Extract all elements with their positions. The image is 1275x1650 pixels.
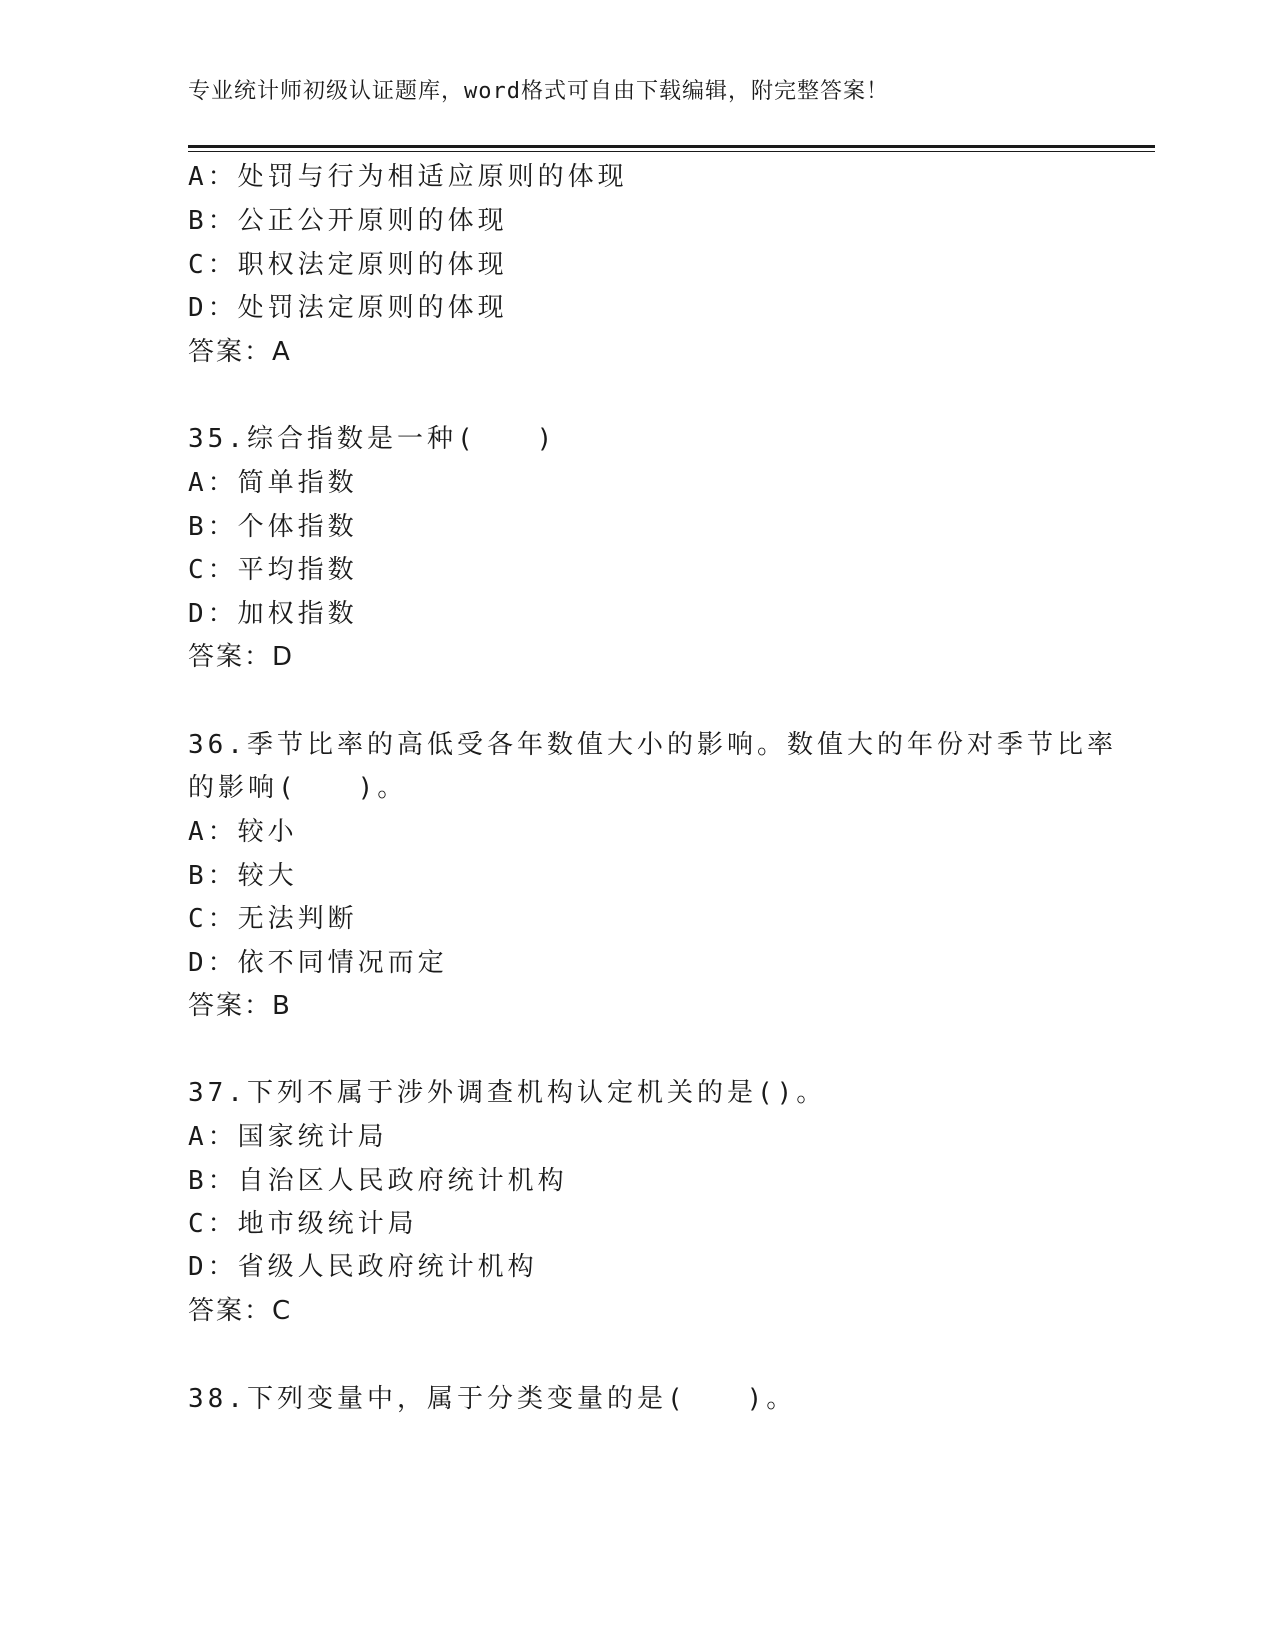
option-b: B：个体指数 (188, 512, 358, 542)
answer-line: 答案：D (188, 642, 295, 672)
option-b: B：公正公开原则的体现 (188, 206, 508, 236)
option-a: A：较小 (188, 817, 298, 847)
option-d: D：加权指数 (188, 599, 358, 629)
question-36-continued: 的影响( )。 (188, 773, 408, 803)
option-d: D：依不同情况而定 (188, 948, 448, 978)
answer-line: 答案：C (188, 1296, 293, 1326)
option-d: D：处罚法定原则的体现 (188, 293, 508, 323)
question-35: 35.综合指数是一种( ) (188, 424, 557, 454)
option-c: C：地市级统计局 (188, 1209, 418, 1239)
page-header: 专业统计师初级认证题库，word格式可自由下载编辑，附完整答案！ (188, 79, 889, 104)
option-c: C：无法判断 (188, 904, 358, 934)
option-a: A：处罚与行为相适应原则的体现 (188, 162, 628, 192)
question-38: 38.下列变量中，属于分类变量的是( )。 (188, 1384, 797, 1414)
question-36: 36.季节比率的高低受各年数值大小的影响。数值大的年份对季节比率 (188, 730, 1117, 760)
answer-line: 答案：B (188, 991, 292, 1021)
question-37: 37.下列不属于涉外调查机构认定机关的是()。 (188, 1078, 827, 1108)
answer-line: 答案：A (188, 337, 292, 367)
option-a: A：国家统计局 (188, 1122, 388, 1152)
option-b: B：较大 (188, 861, 298, 891)
header-rule-thin (188, 151, 1155, 152)
option-c: C：平均指数 (188, 555, 358, 585)
option-c: C：职权法定原则的体现 (188, 250, 508, 280)
option-d: D：省级人民政府统计机构 (188, 1252, 538, 1282)
option-b: B：自治区人民政府统计机构 (188, 1166, 568, 1196)
option-a: A：简单指数 (188, 468, 358, 498)
header-rule-thick (188, 145, 1155, 148)
